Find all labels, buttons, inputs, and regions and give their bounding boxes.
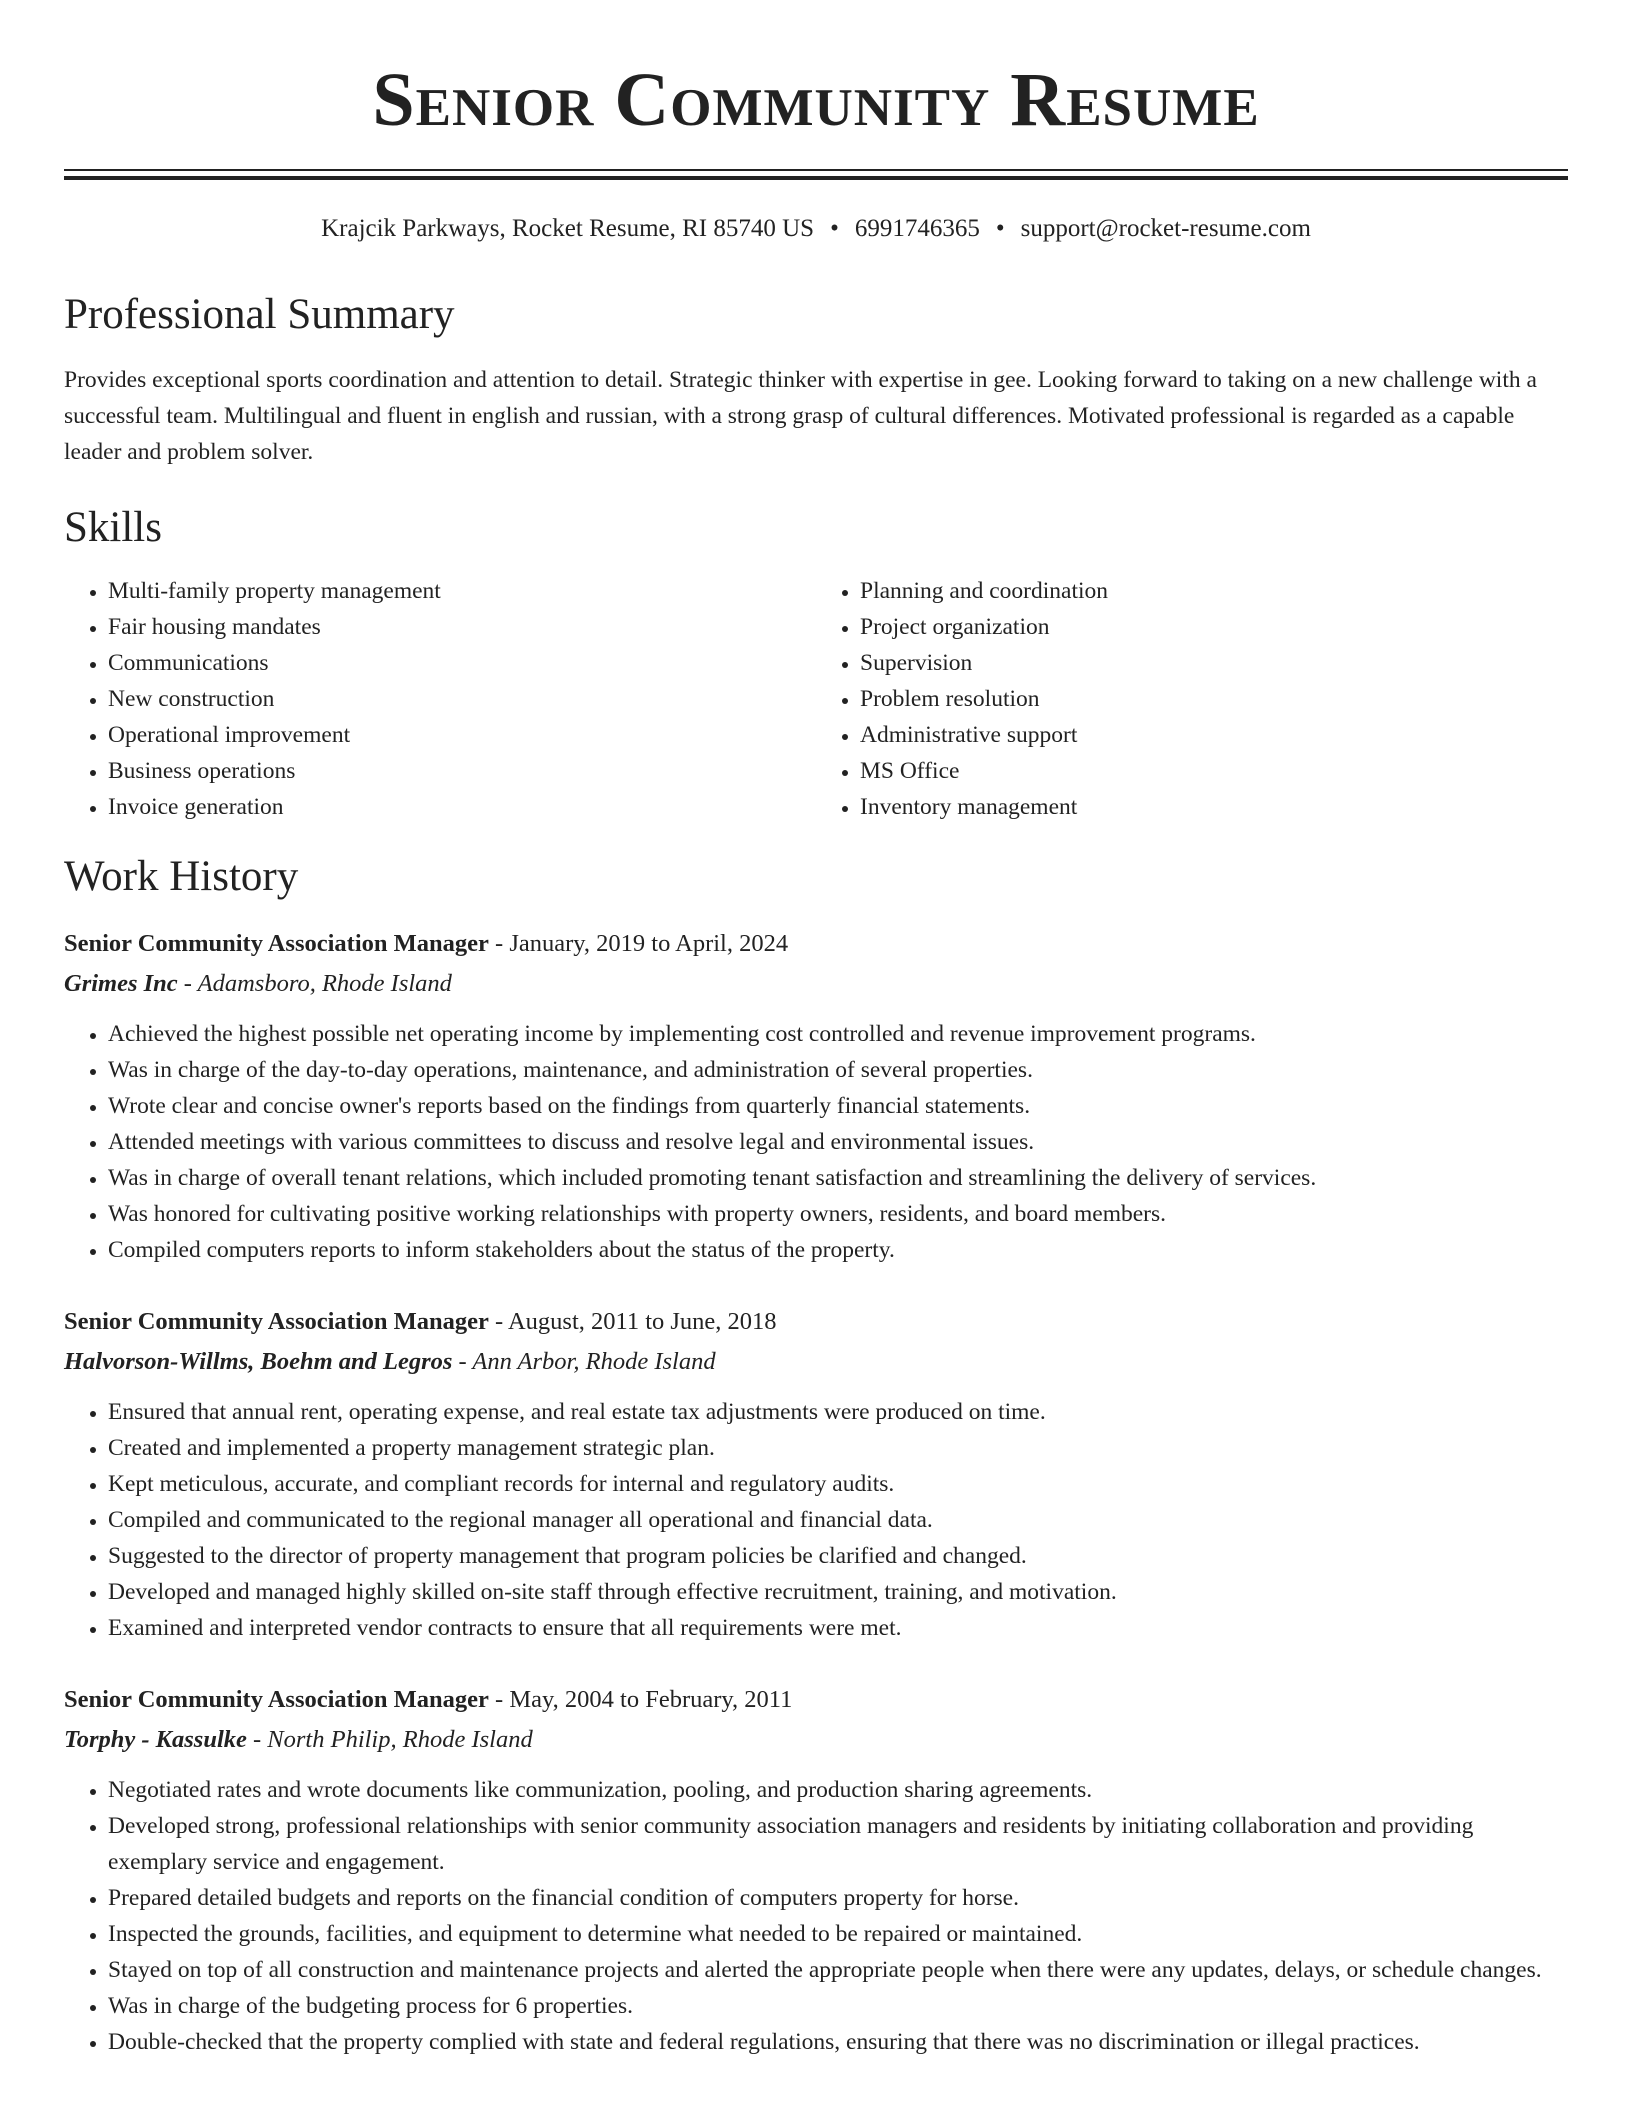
skill-item: • Supervision xyxy=(860,645,1568,681)
job-title-line xyxy=(64,926,1568,962)
job-bullets xyxy=(64,1016,1568,1268)
job-bullet: • Achieved the highest possible net operating income by implementing cost controlled and revenue improvement programs. xyxy=(108,1016,1568,1052)
job-title-line xyxy=(64,1304,1568,1340)
skill-item: • Inventory management xyxy=(860,789,1568,825)
skill-item: • Project organization xyxy=(860,609,1568,645)
contact-address: Krajcik Parkways, Rocket Resume, RI 85740 US xyxy=(321,215,815,242)
job-bullet: • Prepared detailed budgets and reports on the financial condition of computers property for horse. xyxy=(108,1880,1568,1916)
job-bullet: • Was in charge of the budgeting process for 6 properties. xyxy=(108,1988,1568,2024)
job-title: Senior Community Association Manager xyxy=(64,930,489,957)
job-entry xyxy=(64,1682,1568,2060)
job-bullet: • Wrote clear and concise owner's reports based on the findings from quarterly financial statements. xyxy=(108,1088,1568,1124)
skills-list-left xyxy=(64,573,816,825)
job-bullet: • Developed and managed highly skilled on-site staff through effective recruitment, training, and motivation. xyxy=(108,1574,1568,1610)
job-bullet: • Compiled and communicated to the regional manager all operational and financial data. xyxy=(108,1502,1568,1538)
job-bullet: • Kept meticulous, accurate, and compliant records for internal and regulatory audits. xyxy=(108,1466,1568,1502)
page-title: Senior Community Resume xyxy=(372,58,1260,142)
job-title-line xyxy=(64,1682,1568,1718)
job-bullet: • Compiled computers reports to inform stakeholders about the status of the property. xyxy=(108,1232,1568,1268)
work-history-heading: Work History xyxy=(64,853,299,900)
company-location: - North Philip, Rhode Island xyxy=(246,1726,533,1753)
skills-list-right xyxy=(816,573,1568,825)
skill-item: • New construction xyxy=(108,681,816,717)
contact-email: support@rocket-resume.com xyxy=(1020,215,1311,242)
contact-line xyxy=(64,216,1568,241)
title-rule-thick xyxy=(64,176,1568,180)
company-location: - Adamsboro, Rhode Island xyxy=(177,970,452,997)
job-entry xyxy=(64,926,1568,1268)
job-bullet: • Developed strong, professional relationships with senior community association managers and residents by initiating collaboration and providing exemplary service and engagement. xyxy=(108,1808,1568,1880)
company-line xyxy=(64,1344,1568,1380)
title-rule-thin xyxy=(64,169,1568,171)
job-bullets xyxy=(64,1772,1568,2060)
skill-item: • Problem resolution xyxy=(860,681,1568,717)
company-name: Grimes Inc xyxy=(64,970,178,997)
skill-item: • Fair housing mandates xyxy=(108,609,816,645)
job-dates: - January, 2019 to April, 2024 xyxy=(488,930,789,957)
job-bullet: • Inspected the grounds, facilities, and equipment to determine what needed to be repaired or maintained. xyxy=(108,1916,1568,1952)
job-bullets xyxy=(64,1394,1568,1646)
contact-phone: 6991746365 xyxy=(854,215,980,242)
job-bullet: • Examined and interpreted vendor contracts to ensure that all requirements were met. xyxy=(108,1610,1568,1646)
skills-heading: Skills xyxy=(64,504,162,551)
skill-item: • Administrative support xyxy=(860,717,1568,753)
skills-columns xyxy=(64,573,1568,825)
job-bullet: • Stayed on top of all construction and maintenance projects and alerted the appropriate people when there were any updates, delays, or schedule changes. xyxy=(108,1952,1568,1988)
company-name: Halvorson-Willms, Boehm and Legros xyxy=(64,1348,453,1375)
company-name: Torphy - Kassulke xyxy=(64,1726,247,1753)
company-line xyxy=(64,1722,1568,1758)
summary-heading: Professional Summary xyxy=(64,291,455,338)
skill-item: • Business operations xyxy=(108,753,816,789)
summary-text: Provides exceptional sports coordination and attention to detail. Strategic thinker with expertise in gee. Looking forward to taking on a new challenge with a successful team. Multilingual and fluent in english and russian, with a strong grasp of cultural differences. Motivated professional is regarded as a capable leader and problem solver. xyxy=(64,367,1537,465)
job-bullet: • Attended meetings with various committees to discuss and resolve legal and environmental issues. xyxy=(108,1124,1568,1160)
job-bullet: • Was in charge of the day-to-day operations, maintenance, and administration of several properties. xyxy=(108,1052,1568,1088)
job-bullet: • Double-checked that the property complied with state and federal regulations, ensuring that there was no discrimination or illegal practices. xyxy=(108,2024,1568,2060)
job-bullet: • Was in charge of overall tenant relations, which included promoting tenant satisfaction and streamlining the delivery of services. xyxy=(108,1160,1568,1196)
job-entry xyxy=(64,1304,1568,1646)
job-dates: - May, 2004 to February, 2011 xyxy=(488,1686,793,1713)
contact-separator: • xyxy=(830,215,839,242)
job-bullet: • Created and implemented a property management strategic plan. xyxy=(108,1430,1568,1466)
skill-item: • Operational improvement xyxy=(108,717,816,753)
skill-item: • Multi-family property management xyxy=(108,573,816,609)
job-bullet: • Was honored for cultivating positive working relationships with property owners, residents, and board members. xyxy=(108,1196,1568,1232)
job-title: Senior Community Association Manager xyxy=(64,1308,489,1335)
job-bullet: • Ensured that annual rent, operating expense, and real estate tax adjustments were produced on time. xyxy=(108,1394,1568,1430)
skill-item: • Communications xyxy=(108,645,816,681)
job-dates: - August, 2011 to June, 2018 xyxy=(488,1308,777,1335)
contact-separator: • xyxy=(995,215,1005,242)
skill-item: • MS Office xyxy=(860,753,1568,789)
skill-item: • Invoice generation xyxy=(108,789,816,825)
job-title: Senior Community Association Manager xyxy=(64,1686,489,1713)
company-line xyxy=(64,966,1568,1002)
job-bullet: • Negotiated rates and wrote documents like communization, pooling, and production sharing agreements. xyxy=(108,1772,1568,1808)
company-location: - Ann Arbor, Rhode Island xyxy=(452,1348,716,1375)
skill-item: • Planning and coordination xyxy=(860,573,1568,609)
job-bullet: • Suggested to the director of property management that program policies be clarified and changed. xyxy=(108,1538,1568,1574)
